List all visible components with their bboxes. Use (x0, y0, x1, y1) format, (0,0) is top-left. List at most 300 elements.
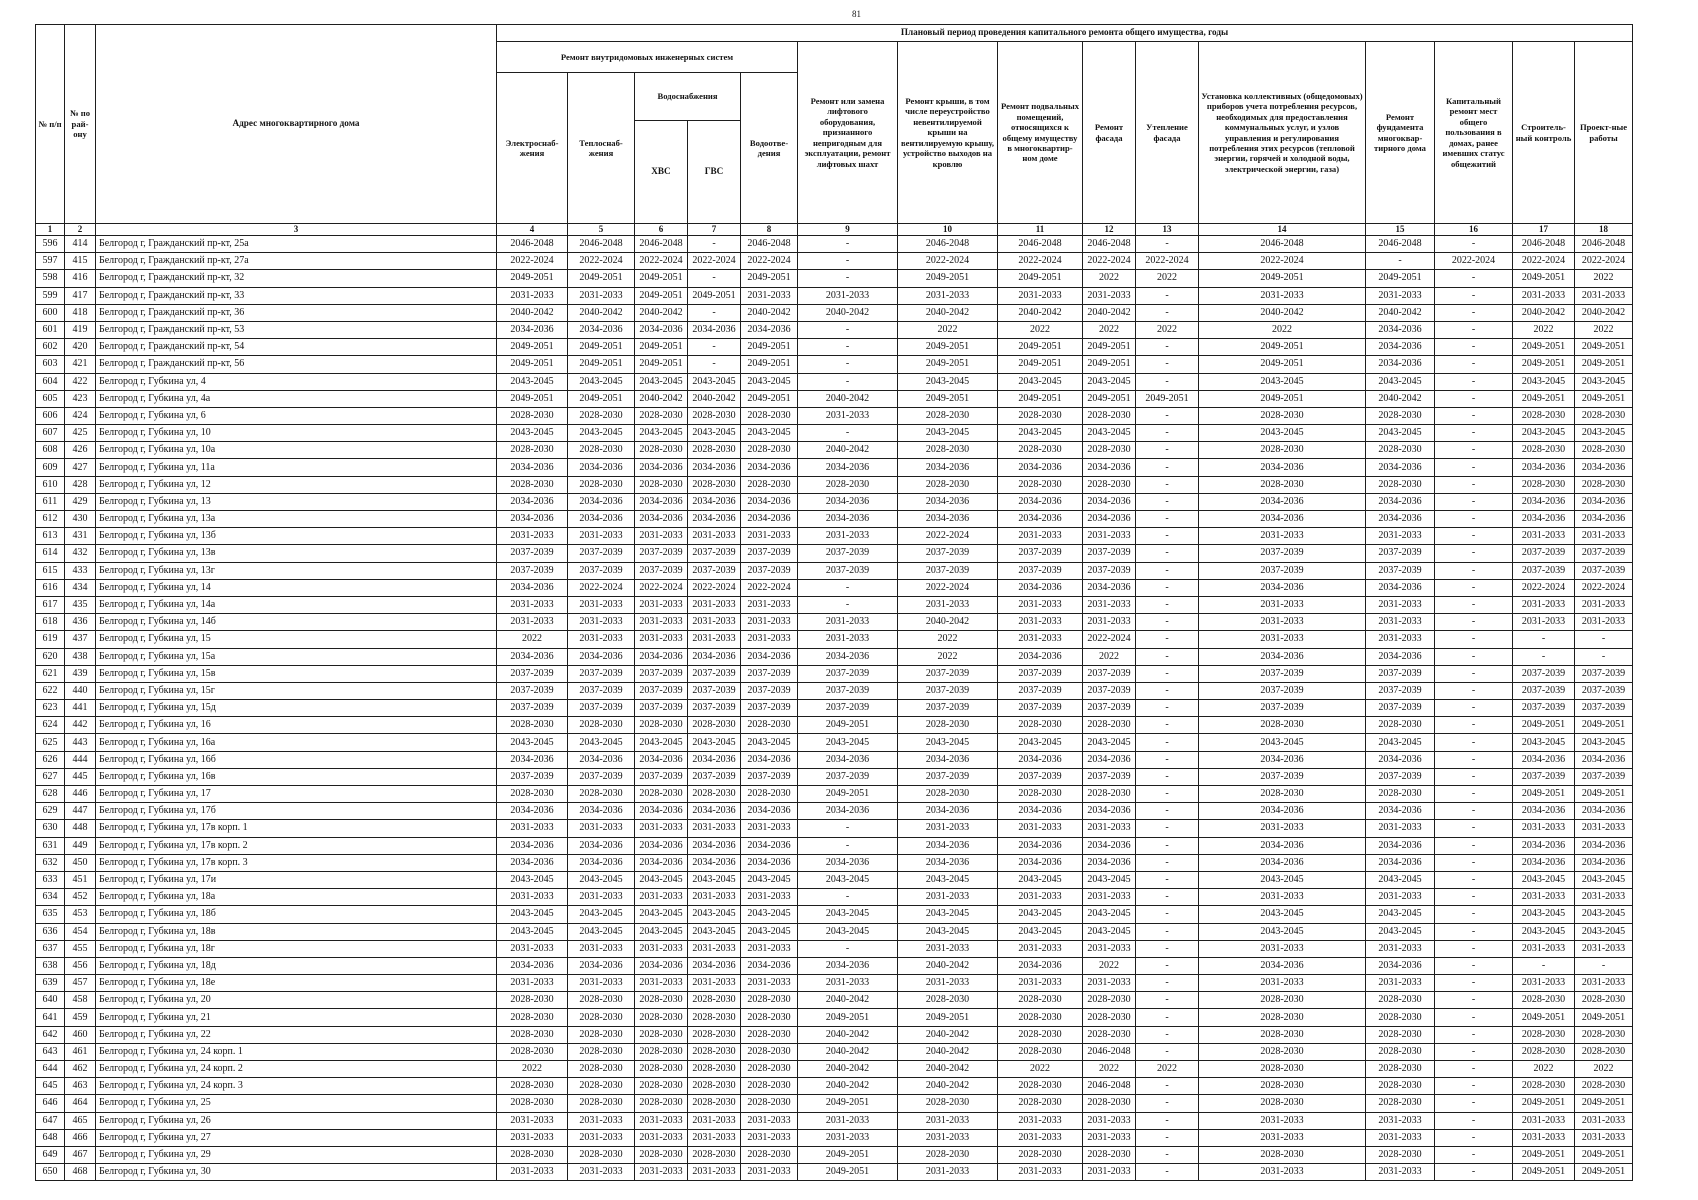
dormitory-period: - (1435, 287, 1513, 304)
basement-period: 2043-2045 (998, 871, 1083, 888)
elevator-period: 2043-2045 (798, 906, 898, 923)
address: Белгород г, Губкина ул, 17в корп. 1 (96, 820, 497, 837)
meters-period: 2034-2036 (1199, 751, 1366, 768)
row-number: 603 (36, 356, 65, 373)
row-number: 641 (36, 1009, 65, 1026)
row-number: 636 (36, 923, 65, 940)
elevator-period: 2034-2036 (798, 751, 898, 768)
facade-period: 2034-2036 (1083, 459, 1136, 476)
cold-water-period: 2037-2039 (635, 768, 688, 785)
design-works-period: 2028-2030 (1575, 992, 1633, 1009)
heating-period: 2031-2033 (568, 287, 635, 304)
table-row (36, 459, 1633, 476)
cold-water-period: 2031-2033 (635, 820, 688, 837)
basement-period: 2028-2030 (998, 407, 1083, 424)
construction-control-period: 2031-2033 (1513, 1129, 1575, 1146)
roof-period: 2040-2042 (898, 1043, 998, 1060)
meters-period: 2031-2033 (1199, 975, 1366, 992)
dormitory-period: - (1435, 837, 1513, 854)
basement-period: 2043-2045 (998, 734, 1083, 751)
electricity-period: 2034-2036 (497, 837, 568, 854)
electricity-period: 2037-2039 (497, 665, 568, 682)
basement-period: 2028-2030 (998, 1026, 1083, 1043)
meters-period: 2043-2045 (1199, 373, 1366, 390)
electricity-period: 2031-2033 (497, 1112, 568, 1129)
electricity-period: 2034-2036 (497, 511, 568, 528)
construction-control-period: 2049-2051 (1513, 1095, 1575, 1112)
heating-period: 2028-2030 (568, 1026, 635, 1043)
meters-period: 2031-2033 (1199, 940, 1366, 957)
table-row (36, 786, 1633, 803)
facade-period: 2034-2036 (1083, 511, 1136, 528)
elevator-period: 2049-2051 (798, 1095, 898, 1112)
address: Белгород г, Гражданский пр-кт, 53 (96, 321, 497, 338)
construction-control-period: 2040-2042 (1513, 304, 1575, 321)
sewerage-period: 2028-2030 (741, 442, 798, 459)
hot-water-period: 2031-2033 (688, 631, 741, 648)
address: Белгород г, Гражданский пр-кт, 25а (96, 236, 497, 253)
roof-period: 2022-2024 (898, 528, 998, 545)
cold-water-period: 2037-2039 (635, 665, 688, 682)
cold-water-period: 2043-2045 (635, 373, 688, 390)
hot-water-period: 2034-2036 (688, 854, 741, 871)
table-row (36, 992, 1633, 1009)
facade-period: 2031-2033 (1083, 889, 1136, 906)
row-number: 628 (36, 786, 65, 803)
facade-insulation-period: - (1136, 1009, 1199, 1026)
hot-water-period: 2022-2024 (688, 253, 741, 270)
design-works-period: 2031-2033 (1575, 528, 1633, 545)
facade-insulation-period: - (1136, 1164, 1199, 1181)
sewerage-period: 2034-2036 (741, 321, 798, 338)
roof-period: 2028-2030 (898, 786, 998, 803)
meters-period: 2037-2039 (1199, 768, 1366, 785)
design-works-period: 2022-2024 (1575, 253, 1633, 270)
hot-water-period: 2034-2036 (688, 321, 741, 338)
column-number: 5 (568, 224, 635, 236)
electricity-period: 2049-2051 (497, 339, 568, 356)
roof-period: 2028-2030 (898, 1095, 998, 1112)
district-number: 428 (65, 476, 96, 493)
construction-control-period: 2034-2036 (1513, 837, 1575, 854)
sewerage-period: 2034-2036 (741, 854, 798, 871)
sewerage-period: 2031-2033 (741, 596, 798, 613)
cold-water-period: 2031-2033 (635, 975, 688, 992)
dormitory-period: - (1435, 442, 1513, 459)
foundation-period: 2037-2039 (1366, 700, 1435, 717)
cold-water-period: 2034-2036 (635, 854, 688, 871)
facade-insulation-period: - (1136, 476, 1199, 493)
row-number: 624 (36, 717, 65, 734)
facade-period: 2028-2030 (1083, 1009, 1136, 1026)
column-number: 9 (798, 224, 898, 236)
hot-water-period: - (688, 356, 741, 373)
sewerage-period: 2043-2045 (741, 906, 798, 923)
design-works-period: 2028-2030 (1575, 1026, 1633, 1043)
design-works-period: 2043-2045 (1575, 906, 1633, 923)
address: Белгород г, Гражданский пр-кт, 54 (96, 339, 497, 356)
facade-insulation-period: - (1136, 614, 1199, 631)
facade-period: 2022 (1083, 321, 1136, 338)
electricity-period: 2049-2051 (497, 356, 568, 373)
roof-period: 2034-2036 (898, 459, 998, 476)
address: Белгород г, Губкина ул, 24 корп. 1 (96, 1043, 497, 1060)
design-works-period: 2034-2036 (1575, 493, 1633, 510)
electricity-period: 2037-2039 (497, 562, 568, 579)
cold-water-period: 2034-2036 (635, 648, 688, 665)
elevator-period: - (798, 356, 898, 373)
design-works-period: 2043-2045 (1575, 734, 1633, 751)
column-number: 3 (96, 224, 497, 236)
facade-period: 2037-2039 (1083, 682, 1136, 699)
hot-water-period: 2037-2039 (688, 682, 741, 699)
header-heating: Теплоснаб-жения (568, 73, 635, 224)
elevator-period: - (798, 339, 898, 356)
electricity-period: 2031-2033 (497, 528, 568, 545)
construction-control-period: 2049-2051 (1513, 717, 1575, 734)
design-works-period: 2034-2036 (1575, 511, 1633, 528)
district-number: 463 (65, 1078, 96, 1095)
electricity-period: 2037-2039 (497, 545, 568, 562)
cold-water-period: 2031-2033 (635, 631, 688, 648)
electricity-period: 2034-2036 (497, 579, 568, 596)
construction-control-period: 2034-2036 (1513, 511, 1575, 528)
basement-period: 2043-2045 (998, 425, 1083, 442)
facade-insulation-period: - (1136, 459, 1199, 476)
construction-control-period: 2031-2033 (1513, 614, 1575, 631)
roof-period: 2046-2048 (898, 236, 998, 253)
dormitory-period: - (1435, 1026, 1513, 1043)
heating-period: 2031-2033 (568, 940, 635, 957)
design-works-period: 2034-2036 (1575, 459, 1633, 476)
header-design-works: Проект-ные работы (1575, 42, 1633, 224)
electricity-period: 2034-2036 (497, 648, 568, 665)
basement-period: 2037-2039 (998, 545, 1083, 562)
dormitory-period: - (1435, 545, 1513, 562)
address: Белгород г, Губкина ул, 13в (96, 545, 497, 562)
address: Белгород г, Губкина ул, 20 (96, 992, 497, 1009)
electricity-period: 2043-2045 (497, 871, 568, 888)
facade-period: 2022 (1083, 957, 1136, 974)
hot-water-period: - (688, 339, 741, 356)
facade-period: 2043-2045 (1083, 906, 1136, 923)
electricity-period: 2043-2045 (497, 373, 568, 390)
cold-water-period: 2037-2039 (635, 682, 688, 699)
column-number: 4 (497, 224, 568, 236)
address: Белгород г, Губкина ул, 17и (96, 871, 497, 888)
hot-water-period: 2043-2045 (688, 906, 741, 923)
design-works-period: 2037-2039 (1575, 682, 1633, 699)
basement-period: 2034-2036 (998, 957, 1083, 974)
foundation-period: 2043-2045 (1366, 923, 1435, 940)
facade-period: 2031-2033 (1083, 287, 1136, 304)
cold-water-period: 2028-2030 (635, 1146, 688, 1163)
facade-insulation-period: - (1136, 751, 1199, 768)
basement-period: 2028-2030 (998, 786, 1083, 803)
facade-period: 2043-2045 (1083, 425, 1136, 442)
table-row (36, 854, 1633, 871)
table-row (36, 236, 1633, 253)
hot-water-period: 2043-2045 (688, 923, 741, 940)
construction-control-period: 2022 (1513, 1061, 1575, 1078)
elevator-period: 2037-2039 (798, 682, 898, 699)
meters-period: 2028-2030 (1199, 1146, 1366, 1163)
address: Белгород г, Губкина ул, 17в корп. 3 (96, 854, 497, 871)
dormitory-period: - (1435, 1078, 1513, 1095)
cold-water-period: 2040-2042 (635, 390, 688, 407)
design-works-period: 2043-2045 (1575, 923, 1633, 940)
meters-period: 2043-2045 (1199, 425, 1366, 442)
facade-insulation-period: - (1136, 906, 1199, 923)
construction-control-period: 2037-2039 (1513, 768, 1575, 785)
foundation-period: 2037-2039 (1366, 665, 1435, 682)
table-row (36, 889, 1633, 906)
foundation-period: 2028-2030 (1366, 992, 1435, 1009)
district-number: 423 (65, 390, 96, 407)
facade-insulation-period: - (1136, 442, 1199, 459)
elevator-period: 2034-2036 (798, 511, 898, 528)
facade-insulation-period: - (1136, 425, 1199, 442)
electricity-period: 2043-2045 (497, 734, 568, 751)
roof-period: 2049-2051 (898, 390, 998, 407)
address: Белгород г, Губкина ул, 13 (96, 493, 497, 510)
row-number: 630 (36, 820, 65, 837)
heating-period: 2022-2024 (568, 579, 635, 596)
cold-water-period: 2028-2030 (635, 1043, 688, 1060)
district-number: 414 (65, 236, 96, 253)
row-number: 617 (36, 596, 65, 613)
heating-period: 2034-2036 (568, 803, 635, 820)
cold-water-period: 2022-2024 (635, 579, 688, 596)
district-number: 432 (65, 545, 96, 562)
heating-period: 2028-2030 (568, 717, 635, 734)
electricity-period: 2034-2036 (497, 459, 568, 476)
hot-water-period: 2022-2024 (688, 579, 741, 596)
heating-period: 2043-2045 (568, 906, 635, 923)
dormitory-period: - (1435, 923, 1513, 940)
design-works-period: 2022-2024 (1575, 579, 1633, 596)
row-number: 629 (36, 803, 65, 820)
row-number: 608 (36, 442, 65, 459)
construction-control-period: 2022-2024 (1513, 253, 1575, 270)
meters-period: 2022 (1199, 321, 1366, 338)
electricity-period: 2046-2048 (497, 236, 568, 253)
cold-water-period: 2031-2033 (635, 1164, 688, 1181)
construction-control-period: 2034-2036 (1513, 803, 1575, 820)
hot-water-period: 2028-2030 (688, 1061, 741, 1078)
address: Белгород г, Губкина ул, 12 (96, 476, 497, 493)
electricity-period: 2028-2030 (497, 786, 568, 803)
facade-period: 2028-2030 (1083, 717, 1136, 734)
row-number: 620 (36, 648, 65, 665)
design-works-period: 2031-2033 (1575, 614, 1633, 631)
heating-period: 2049-2051 (568, 356, 635, 373)
row-number: 631 (36, 837, 65, 854)
cold-water-period: 2028-2030 (635, 786, 688, 803)
electricity-period: 2034-2036 (497, 751, 568, 768)
meters-period: 2028-2030 (1199, 1009, 1366, 1026)
facade-insulation-period: - (1136, 700, 1199, 717)
address: Белгород г, Губкина ул, 13б (96, 528, 497, 545)
meters-period: 2031-2033 (1199, 614, 1366, 631)
foundation-period: 2028-2030 (1366, 1043, 1435, 1060)
district-number: 433 (65, 562, 96, 579)
basement-period: 2037-2039 (998, 700, 1083, 717)
facade-period: 2037-2039 (1083, 545, 1136, 562)
facade-insulation-period: - (1136, 1146, 1199, 1163)
row-number: 598 (36, 270, 65, 287)
electricity-period: 2028-2030 (497, 1009, 568, 1026)
heating-period: 2028-2030 (568, 1061, 635, 1078)
facade-period: 2031-2033 (1083, 820, 1136, 837)
address: Белгород г, Губкина ул, 14а (96, 596, 497, 613)
dormitory-period: - (1435, 906, 1513, 923)
address: Белгород г, Гражданский пр-кт, 32 (96, 270, 497, 287)
district-number: 437 (65, 631, 96, 648)
facade-insulation-period: - (1136, 304, 1199, 321)
foundation-period: 2031-2033 (1366, 631, 1435, 648)
design-works-period: 2028-2030 (1575, 407, 1633, 424)
heating-period: 2049-2051 (568, 270, 635, 287)
design-works-period: 2043-2045 (1575, 425, 1633, 442)
facade-insulation-period: - (1136, 493, 1199, 510)
row-number: 644 (36, 1061, 65, 1078)
table-row (36, 1095, 1633, 1112)
column-number: 7 (688, 224, 741, 236)
district-number: 448 (65, 820, 96, 837)
district-number: 467 (65, 1146, 96, 1163)
header-hot-water: ГВС (688, 121, 741, 224)
hot-water-period: 2034-2036 (688, 837, 741, 854)
basement-period: 2034-2036 (998, 751, 1083, 768)
basement-period: 2043-2045 (998, 373, 1083, 390)
table-row (36, 1078, 1633, 1095)
foundation-period: 2034-2036 (1366, 321, 1435, 338)
dormitory-period: - (1435, 975, 1513, 992)
facade-period: 2031-2033 (1083, 1164, 1136, 1181)
dormitory-period: - (1435, 614, 1513, 631)
elevator-period: 2037-2039 (798, 562, 898, 579)
sewerage-period: 2028-2030 (741, 717, 798, 734)
table-row (36, 648, 1633, 665)
district-number: 415 (65, 253, 96, 270)
elevator-period: 2037-2039 (798, 665, 898, 682)
heating-period: 2034-2036 (568, 511, 635, 528)
row-number: 604 (36, 373, 65, 390)
address: Белгород г, Губкина ул, 10 (96, 425, 497, 442)
table-row (36, 940, 1633, 957)
meters-period: 2043-2045 (1199, 923, 1366, 940)
hot-water-period: - (688, 270, 741, 287)
heating-period: 2031-2033 (568, 889, 635, 906)
basement-period: 2031-2033 (998, 1112, 1083, 1129)
foundation-period: 2028-2030 (1366, 1061, 1435, 1078)
elevator-period: 2049-2051 (798, 1164, 898, 1181)
foundation-period: 2034-2036 (1366, 579, 1435, 596)
basement-period: 2037-2039 (998, 562, 1083, 579)
address: Белгород г, Гражданский пр-кт, 27а (96, 253, 497, 270)
foundation-period: 2031-2033 (1366, 940, 1435, 957)
elevator-period: - (798, 596, 898, 613)
sewerage-period: 2022-2024 (741, 579, 798, 596)
meters-period: 2031-2033 (1199, 1112, 1366, 1129)
heating-period: 2034-2036 (568, 493, 635, 510)
roof-period: 2037-2039 (898, 562, 998, 579)
column-number: 11 (998, 224, 1083, 236)
roof-period: 2028-2030 (898, 717, 998, 734)
meters-period: 2028-2030 (1199, 1095, 1366, 1112)
table-row (36, 321, 1633, 338)
elevator-period: - (798, 321, 898, 338)
hot-water-period: 2049-2051 (688, 287, 741, 304)
heating-period: 2031-2033 (568, 614, 635, 631)
cold-water-period: 2034-2036 (635, 803, 688, 820)
heating-period: 2034-2036 (568, 837, 635, 854)
header-meters: Установка коллективных (общедомовых) приборов учета потребления ресурсов, необходимых для предоставления коммунальных услуг, и узлов управления и регулирования потребления этих ресурсов (тепловой энергии, горячей и холодной воды, электрической энергии, газа) (1199, 42, 1366, 224)
header-facade: Ремонт фасада (1083, 42, 1136, 224)
elevator-period: 2037-2039 (798, 700, 898, 717)
header-roof: Ремонт крыши, в том числе переустройство невентилируемой крыши на вентилируемую крышу, устройство выходов на кровлю (898, 42, 998, 224)
heating-period: 2028-2030 (568, 1146, 635, 1163)
dormitory-period: - (1435, 425, 1513, 442)
table-row (36, 425, 1633, 442)
electricity-period: 2031-2033 (497, 889, 568, 906)
meters-period: 2028-2030 (1199, 992, 1366, 1009)
row-number: 646 (36, 1095, 65, 1112)
hot-water-period: 2037-2039 (688, 768, 741, 785)
district-number: 419 (65, 321, 96, 338)
construction-control-period: 2028-2030 (1513, 1043, 1575, 1060)
foundation-period: 2043-2045 (1366, 906, 1435, 923)
elevator-period: 2040-2042 (798, 304, 898, 321)
table-row (36, 596, 1633, 613)
heating-period: 2028-2030 (568, 992, 635, 1009)
hot-water-period: 2028-2030 (688, 442, 741, 459)
elevator-period: 2031-2033 (798, 1129, 898, 1146)
row-number: 639 (36, 975, 65, 992)
roof-period: 2034-2036 (898, 837, 998, 854)
cold-water-period: 2049-2051 (635, 270, 688, 287)
sewerage-period: 2049-2051 (741, 356, 798, 373)
cold-water-period: 2043-2045 (635, 923, 688, 940)
hot-water-period: 2031-2033 (688, 1164, 741, 1181)
row-number: 640 (36, 992, 65, 1009)
hot-water-period: 2031-2033 (688, 528, 741, 545)
dormitory-period: - (1435, 321, 1513, 338)
district-number: 438 (65, 648, 96, 665)
facade-insulation-period: - (1136, 734, 1199, 751)
basement-period: 2031-2033 (998, 940, 1083, 957)
cold-water-period: 2031-2033 (635, 596, 688, 613)
roof-period: 2031-2033 (898, 596, 998, 613)
facade-period: 2028-2030 (1083, 1026, 1136, 1043)
district-number: 452 (65, 889, 96, 906)
row-number: 649 (36, 1146, 65, 1163)
hot-water-period: - (688, 304, 741, 321)
roof-period: 2022-2024 (898, 253, 998, 270)
design-works-period: 2031-2033 (1575, 889, 1633, 906)
address: Белгород г, Губкина ул, 16 (96, 717, 497, 734)
facade-period: 2049-2051 (1083, 339, 1136, 356)
basement-period: 2034-2036 (998, 579, 1083, 596)
table-row (36, 511, 1633, 528)
heating-period: 2043-2045 (568, 373, 635, 390)
facade-insulation-period: - (1136, 768, 1199, 785)
dormitory-period: - (1435, 1061, 1513, 1078)
facade-insulation-period: - (1136, 1112, 1199, 1129)
cold-water-period: 2022-2024 (635, 253, 688, 270)
roof-period: 2028-2030 (898, 442, 998, 459)
